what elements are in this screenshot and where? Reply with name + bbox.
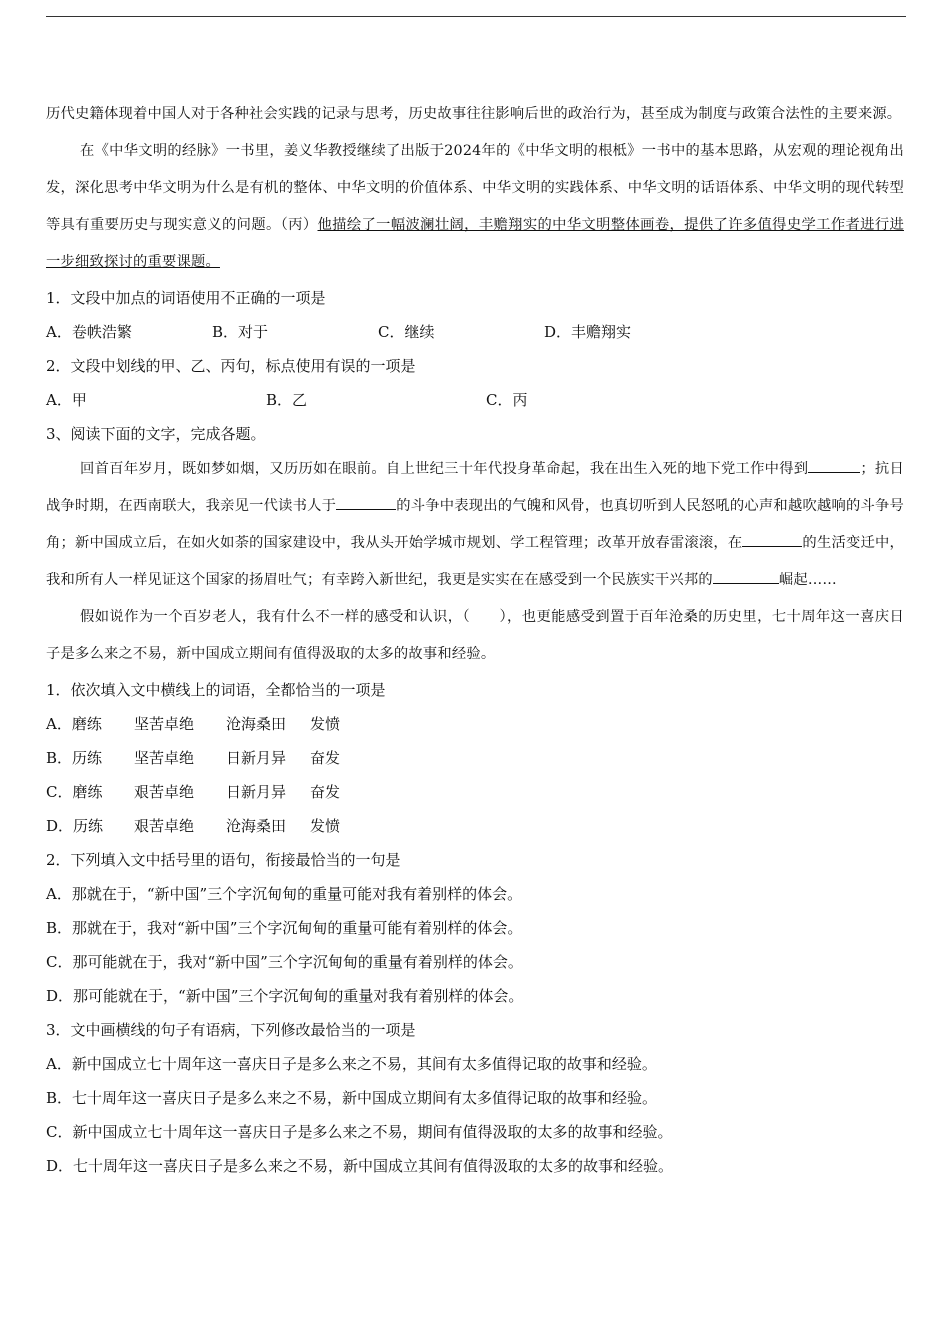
document-body (46, 96, 904, 1183)
opt-word: 沧海桑田 (226, 715, 287, 733)
q3-1-option-c[interactable] (46, 775, 904, 809)
opt-word: 沧海桑田 (226, 817, 287, 835)
q2-option-a[interactable]: A．甲 (46, 391, 87, 409)
opt-word: 发愤 (310, 715, 341, 733)
opt-word: 日新月异 (226, 783, 287, 801)
s3-p1-part-b: ；抗日战争时期，在西南联大，我亲见一代读书人于 (46, 461, 904, 514)
opt-word: A．磨练 (46, 715, 102, 733)
q2-option-c[interactable]: C．丙 (486, 391, 528, 409)
q3-3-option-a[interactable]: A．新中国成立七十周年这一喜庆日子是多么来之不易，其间有太多值得记取的故事和经验。 (46, 1055, 657, 1073)
opt-word: 奋发 (310, 749, 341, 767)
q3-3-option-c[interactable]: C．新中国成立七十周年这一喜庆日子是多么来之不易，期间有值得汲取的太多的故事和经验。 (46, 1123, 673, 1141)
opt-word: 日新月异 (226, 749, 287, 767)
opt-word: 坚苦卓绝 (134, 715, 195, 733)
q3-2-option-b[interactable]: B．那就在于，我对“新中国”三个字沉甸甸的重量可能有着别样的体会。 (46, 919, 523, 937)
blank-4 (713, 569, 779, 584)
q3-3-option-d[interactable]: D．七十周年这一喜庆日子是多么来之不易，新中国成立其间有值得汲取的太多的故事和经验。 (46, 1157, 674, 1175)
q3-2-option-a[interactable]: A．那就在于，“新中国”三个字沉甸甸的重量可能对我有着别样的体会。 (46, 885, 523, 903)
blank-3 (742, 532, 802, 547)
opt-word: C．磨练 (46, 783, 103, 801)
opt-word: 发愤 (310, 817, 341, 835)
section3-paragraph2: 假如说作为一个百岁老人，我有什么不一样的感受和认识，（ ），也更能感受到置于百年沧桑的历史里，七十周年这一喜庆日子是多么来之不易，新中国成立期间有值得汲取的太多的故事和经验。 (46, 609, 904, 662)
q2-option-b[interactable]: B．乙 (266, 391, 308, 409)
passage1-paragraph2 (46, 133, 904, 281)
q3-2-stem: 2．下列填入文中括号里的语句，衔接最恰当的一句是 (46, 851, 401, 869)
q3-1-option-a[interactable] (46, 707, 904, 741)
s3-p1-part-c: 的斗争中表现出的气魄和风骨，也真切听到人民怒吼的心声和越吹越响的斗争号角；新中国成立后，在如火如荼的国家建设中，我从头开始学城市规划、学工程管理；改革开放春雷滚滚，在 (46, 498, 905, 551)
section3-heading: 3、阅读下面的文字，完成各题。 (46, 425, 266, 443)
q3-1-option-d[interactable] (46, 809, 904, 843)
header-rule (46, 16, 906, 17)
q1-option-b[interactable]: B．对于 (212, 323, 269, 341)
opt-word: 艰苦卓绝 (134, 817, 195, 835)
q3-2-option-d[interactable]: D．那可能就在于，“新中国”三个字沉甸甸的重量对我有着别样的体会。 (46, 987, 524, 1005)
s3-p1-part-a: 回首百年岁月，既如梦如烟，又历历如在眼前。自上世纪三十年代投身革命起，我在出生入死的地下党工作中得到 (80, 461, 809, 477)
q1-option-c[interactable]: C．继续 (378, 323, 435, 341)
q3-2-option-c[interactable]: C．那可能就在于，我对“新中国”三个字沉甸甸的重量有着别样的体会。 (46, 953, 523, 971)
q3-1-option-b[interactable] (46, 741, 904, 775)
q3-1-stem: 1．依次填入文中横线上的词语，全都恰当的一项是 (46, 681, 386, 699)
passage1-paragraph1: 历代史籍体现着中国人对于各种社会实践的记录与思考，历史故事往往影响后世的政治行为，甚至成为制度与政策合法性的主要来源。 (46, 106, 902, 122)
opt-word: B．历练 (46, 749, 103, 767)
q2-options (46, 383, 904, 417)
passage1-p2-underlined: 他描绘了一幅波澜壮阔，丰赡翔实的中华文明整体画卷，提供了许多值得史学工作者进行进一步细致探讨的重要课题。 (46, 217, 904, 270)
s3-p1-part-d: 的生活变迁中，我和所有人一样见证这个国家的扬眉吐气；有幸跨入新世纪，我更是实实在在感受到一个民族实干兴邦的 (46, 535, 904, 588)
q3-3-stem: 3．文中画横线的句子有语病，下列修改最恰当的一项是 (46, 1021, 416, 1039)
q1-option-d[interactable]: D．丰赡翔实 (544, 323, 632, 341)
q3-3-option-b[interactable]: B．七十周年这一喜庆日子是多么来之不易，新中国成立期间有太多值得记取的故事和经验。 (46, 1089, 658, 1107)
opt-word: 坚苦卓绝 (134, 749, 195, 767)
blank-2 (336, 495, 396, 510)
opt-word: D．历练 (46, 817, 104, 835)
q1-stem: 1．文段中加点的词语使用不正确的一项是 (46, 289, 326, 307)
blank-1 (808, 458, 860, 473)
q1-option-a[interactable]: A．卷帙浩繁 (46, 323, 132, 341)
opt-word: 艰苦卓绝 (134, 783, 195, 801)
passage1-p2-text: 在《中华文明的经脉》一书里，姜义华教授继续了出版于2024年的《中华文明的根柢》一书中的基本思路，从宏观的理论视角出发，深化思考中华文明为什么是有机的整体、中华文明的价值体系、中华文明的实践体系、中华文明的话语体系、中华文明的现代转型等具有重要历史与现实意义的问题。（丙） (46, 143, 904, 233)
q1-options (46, 315, 904, 349)
section3-paragraph1 (46, 451, 904, 599)
opt-word: 奋发 (310, 783, 341, 801)
s3-p1-part-e: 崛起…… (778, 572, 837, 588)
q2-stem: 2．文段中划线的甲、乙、丙句，标点使用有误的一项是 (46, 357, 416, 375)
